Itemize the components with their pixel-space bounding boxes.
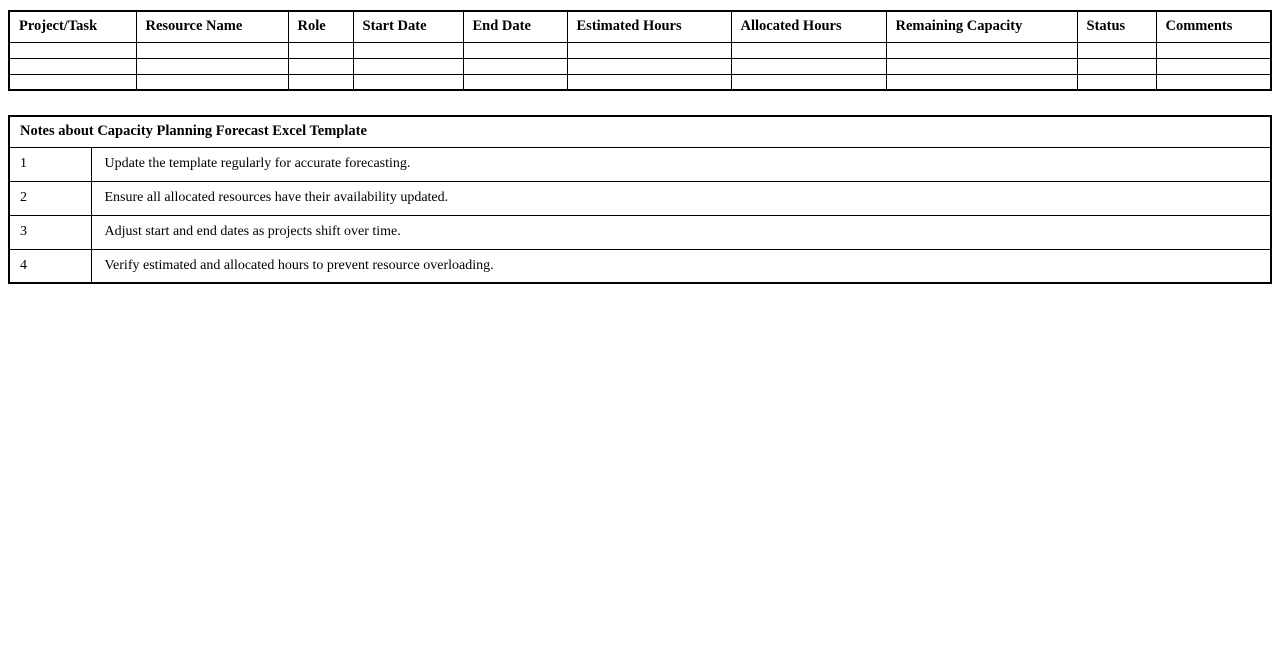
column-header-project-task: Project/Task <box>9 11 136 42</box>
empty-cell <box>353 42 463 58</box>
empty-cell <box>567 42 731 58</box>
empty-cell <box>886 74 1077 90</box>
column-header-allocated-hours: Allocated Hours <box>731 11 886 42</box>
note-number: 3 <box>9 215 91 249</box>
note-number: 2 <box>9 181 91 215</box>
empty-cell <box>886 58 1077 74</box>
empty-cell <box>1077 74 1156 90</box>
empty-cell <box>731 74 886 90</box>
empty-cell <box>1156 42 1271 58</box>
empty-cell <box>353 58 463 74</box>
column-header-resource-name: Resource Name <box>136 11 288 42</box>
empty-cell <box>136 58 288 74</box>
note-text: Adjust start and end dates as projects shift over time. <box>91 215 1271 249</box>
empty-cell <box>463 42 567 58</box>
notes-title-row <box>9 116 1271 147</box>
column-header-comments: Comments <box>1156 11 1271 42</box>
note-text: Verify estimated and allocated hours to prevent resource overloading. <box>91 249 1271 283</box>
note-number: 4 <box>9 249 91 283</box>
empty-cell <box>288 74 353 90</box>
empty-cell <box>9 58 136 74</box>
capacity-planning-table <box>8 10 1272 91</box>
empty-cell <box>353 74 463 90</box>
empty-data-row <box>9 42 1271 58</box>
column-header-role: Role <box>288 11 353 42</box>
empty-cell <box>136 42 288 58</box>
empty-cell <box>288 58 353 74</box>
empty-cell <box>463 74 567 90</box>
note-row <box>9 215 1271 249</box>
empty-cell <box>886 42 1077 58</box>
column-header-remaining-capacity: Remaining Capacity <box>886 11 1077 42</box>
empty-data-row <box>9 58 1271 74</box>
empty-cell <box>731 58 886 74</box>
empty-cell <box>288 42 353 58</box>
column-header-status: Status <box>1077 11 1156 42</box>
table-gap <box>8 91 1270 115</box>
notes-title: Notes about Capacity Planning Forecast Excel Template <box>9 116 1271 147</box>
page <box>0 0 1278 284</box>
column-header-start-date: Start Date <box>353 11 463 42</box>
empty-cell <box>1156 74 1271 90</box>
note-row <box>9 249 1271 283</box>
capacity-table-header-row <box>9 11 1271 42</box>
note-text: Update the template regularly for accurate forecasting. <box>91 147 1271 181</box>
empty-cell <box>567 58 731 74</box>
notes-table <box>8 115 1272 284</box>
empty-cell <box>731 42 886 58</box>
empty-cell <box>1077 42 1156 58</box>
note-row <box>9 147 1271 181</box>
empty-cell <box>463 58 567 74</box>
empty-cell <box>136 74 288 90</box>
empty-cell <box>567 74 731 90</box>
empty-cell <box>9 42 136 58</box>
note-row <box>9 181 1271 215</box>
empty-data-row <box>9 74 1271 90</box>
note-text: Ensure all allocated resources have their availability updated. <box>91 181 1271 215</box>
empty-cell <box>1077 58 1156 74</box>
empty-cell <box>1156 58 1271 74</box>
note-number: 1 <box>9 147 91 181</box>
column-header-estimated-hours: Estimated Hours <box>567 11 731 42</box>
column-header-end-date: End Date <box>463 11 567 42</box>
empty-cell <box>9 74 136 90</box>
